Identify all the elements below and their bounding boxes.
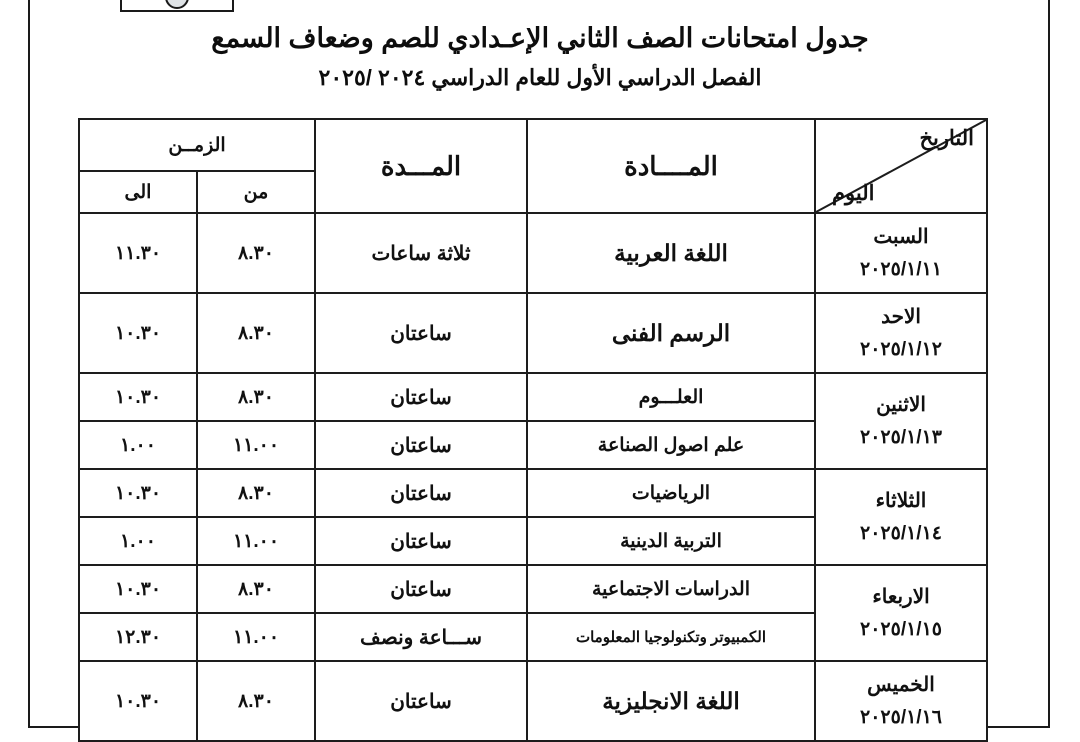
subject-cell: اللغة العربية: [527, 213, 815, 293]
day-label: الاثنين: [876, 393, 926, 416]
date-cell: [815, 293, 987, 373]
date-label: ٢٠٢٥/١/١٣: [860, 426, 942, 448]
duration-cell: ساعتان: [315, 661, 527, 741]
subject-cell: الكمبيوتر وتكنولوجيا المعلومات: [527, 613, 815, 661]
date-label: ٢٠٢٥/١/١٢: [860, 338, 942, 360]
duration-cell: ساعتان: [315, 565, 527, 613]
ministry-seal-icon: [165, 0, 189, 9]
subject-cell: العلـــوم: [527, 373, 815, 421]
duration-cell: ساعتان: [315, 373, 527, 421]
time-from-cell: ٨.٣٠: [197, 213, 315, 293]
header-day-label: اليوم: [832, 182, 875, 205]
duration-cell: ثلاثة ساعات: [315, 213, 527, 293]
day-label: السبت: [873, 225, 929, 248]
date-cell: [815, 469, 987, 565]
table-row: [79, 565, 987, 613]
date-label: ٢٠٢٥/١/١٤: [860, 522, 942, 544]
duration-cell: ساعتان: [315, 469, 527, 517]
table-body: [79, 213, 987, 741]
time-from-cell: ٨.٣٠: [197, 469, 315, 517]
table-row: [79, 469, 987, 517]
time-from-cell: ٨.٣٠: [197, 565, 315, 613]
page-title: جدول امتحانات الصف الثاني الإعـدادي للصم وضعاف السمع: [211, 23, 869, 53]
date-label: ٢٠٢٥/١/١٦: [860, 706, 942, 728]
header-duration: المـــدة: [315, 119, 527, 213]
time-from-cell: ١١.٠٠: [197, 421, 315, 469]
day-label: الثلاثاء: [875, 489, 927, 512]
day-label: الخميس: [867, 673, 935, 696]
page-subtitle: الفصل الدراسي الأول للعام الدراسي ٢٠٢٤ /٢٠٢٥: [318, 64, 762, 90]
time-to-cell: ١٠.٣٠: [79, 469, 197, 517]
time-from-cell: ١١.٠٠: [197, 517, 315, 565]
date-cell: [815, 565, 987, 661]
time-to-cell: ١.٠٠: [79, 517, 197, 565]
date-cell: [815, 213, 987, 293]
header-logo-strip: [120, 0, 234, 12]
header-time-group: الزمــن: [79, 119, 315, 171]
exam-schedule-table: [78, 118, 988, 742]
exam-schedule-table-wrap: [80, 118, 988, 742]
time-to-cell: ١٠.٣٠: [79, 661, 197, 741]
time-from-cell: ٨.٣٠: [197, 373, 315, 421]
time-to-cell: ١٠.٣٠: [79, 373, 197, 421]
date-cell: [815, 661, 987, 741]
table-header-row-1: [79, 119, 987, 171]
header-time-from: من: [197, 171, 315, 213]
header-subject: المــــادة: [527, 119, 815, 213]
time-from-cell: ١١.٠٠: [197, 613, 315, 661]
table-row: [79, 373, 987, 421]
duration-cell: ساعتان: [315, 421, 527, 469]
duration-cell: ساعتان: [315, 517, 527, 565]
duration-cell: ساعتان: [315, 293, 527, 373]
header-date-label: التاريخ: [919, 127, 974, 150]
time-from-cell: ٨.٣٠: [197, 293, 315, 373]
time-to-cell: ١٠.٣٠: [79, 293, 197, 373]
subject-cell: الرياضيات: [527, 469, 815, 517]
table-row: [79, 213, 987, 293]
subject-cell: الرسم الفنى: [527, 293, 815, 373]
date-cell: [815, 373, 987, 469]
subject-cell: الدراسات الاجتماعية: [527, 565, 815, 613]
date-label: ٢٠٢٥/١/١١: [860, 258, 942, 280]
header-time-to: الى: [79, 171, 197, 213]
time-from-cell: ٨.٣٠: [197, 661, 315, 741]
subject-cell: علم اصول الصناعة: [527, 421, 815, 469]
day-label: الاربعاء: [872, 585, 930, 608]
table-row: [79, 293, 987, 373]
time-to-cell: ١١.٣٠: [79, 213, 197, 293]
subject-cell: التربية الدينية: [527, 517, 815, 565]
header-date-day-cell: [815, 119, 987, 213]
date-label: ٢٠٢٥/١/١٥: [860, 618, 942, 640]
title-block: [0, 22, 1080, 91]
subject-cell: اللغة الانجليزية: [527, 661, 815, 741]
duration-cell: ســـاعة ونصف: [315, 613, 527, 661]
table-row: [79, 661, 987, 741]
day-label: الاحد: [881, 305, 921, 328]
time-to-cell: ١٢.٣٠: [79, 613, 197, 661]
time-to-cell: ١٠.٣٠: [79, 565, 197, 613]
time-to-cell: ١.٠٠: [79, 421, 197, 469]
